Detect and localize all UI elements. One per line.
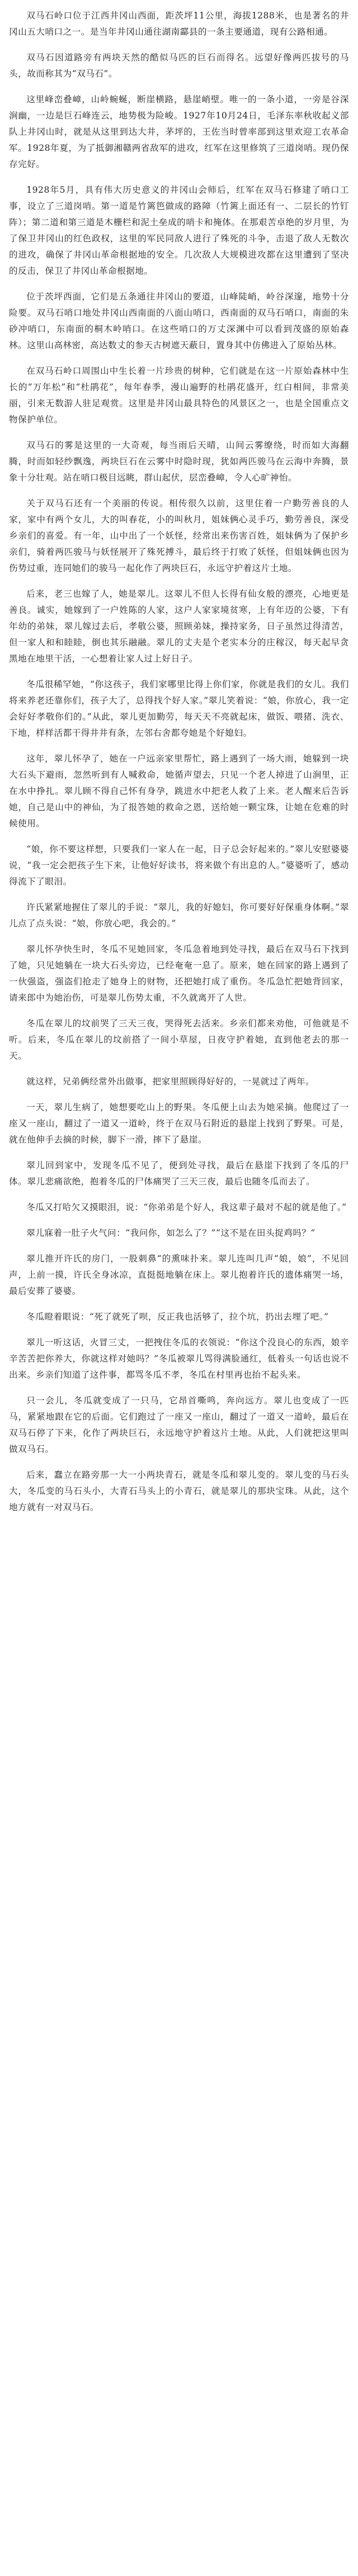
paragraph: 翠儿推开许氏的房门，一股刺鼻“的熏味扑来。翠儿连叫几声“娘，娘”，不见回声，上前一摸，许氏全身冰凉，直挺挺地躺在床上。翠儿抱着许氏的遗体痛哭一场，最后安葬了婆婆。 [9, 1254, 349, 1296]
paragraph: 关于双马石还有一个美丽的传说。相传很久以前，这里住着一户勤劳善良的人家，家中有两个女儿，大的叫春花，小的叫秋月，姐妹俩心灵手巧，勤劳善良，深受乡亲们的喜爱。有一年，山中出了一个妖怪，经常出来伤害百姓，姐妹俩为了保护乡亲们，骑着两匹骏马与妖怪展开了殊死搏斗，最后终于打败了妖怪，但姐妹俩也因为伤势过重，连同她们的骏马一起化作了两块巨石，永远守护着这片土地。 [9, 498, 349, 573]
paragraph: 一天，翠儿生病了，她想要吃山上的野果。冬瓜便上山去为她采摘。他爬过了一座又一座山，翻过了一道又一道岭，终于在双马石附近的悬崖上找到了野果。可是，就在他伸手去摘的时候，脚下一滑，摔下了悬崖。 [9, 1102, 349, 1145]
paragraph: 冬瓜瞪着眼说：“死了就死了呗，反正我也活够了，拉个坑，扔出去埋了吧。” [26, 1312, 329, 1322]
paragraph: 翠儿怀孕快生时，冬瓜不见她回家，冬瓜急着地到处寻找，最后在双马石下找到了她，只见她躺在一块大石头旁边，已经奄奄一息了。原来，她在回家的路上遇到了一伙强盗，强盗们抢走了她身上的财物，还把她打成了重伤。冬瓜急忙把她背回家，请来郎中为她治伤，可是翠儿伤势太重，不久就离开了人世。 [9, 944, 349, 1003]
paragraph: “娘，你不要这样想，只要我们一家人在一起，日子总会好起来的。”翠儿安慰婆婆说，“我一定会把孩子生下来，让他好好读书，将来做个有出息的人。”婆婆听了，感动得流下了眼泪。 [9, 844, 349, 887]
paragraph: 双马石岭口位于江西井冈山西面，距茨坪11公里，海拔1288米，也是著名的井冈山五大哨口之一。是当年井冈山通往湖南酃县的一条主要通道，现有公路相通。 [9, 11, 349, 37]
paragraph: 许氏紧紧地握住了翠儿的手说：“翠儿，我的好媳妇，你可要好好保重身体啊。”翠儿点了点头说：“娘，你放心吧，我会的。” [9, 902, 349, 928]
paragraph: 翠儿回到家中，发现冬瓜不见了，便到处寻找，最后在悬崖下找到了冬瓜的尸体。翠儿悲痛欲绝，抱着冬瓜的尸体痛哭了三天三夜，最后也随冬瓜而去了。 [9, 1160, 349, 1187]
paragraph: 1928年5月，具有伟大历史意义的井冈山会师后，红军在双马石修建了哨口工事，设立了三道岗哨。第一道是竹篱笆做成的路障（竹篱上面还有一、二层长的竹钉阵）；第二道和第三道是木栅栏和泥土垒成的哨卡和掩体。在那艰苦卓绝的岁月里，为了保卫井冈山的红色政权，这里的军民同敌人进行了殊死的斗争，击退了敌人无数次的进攻，确保了井冈山革命根据地的安全。几次敌人大规模进攻都在这里遭到了坚决的反击，保卫了井冈山革命根据地。 [9, 185, 349, 276]
paragraph: 只一会儿，冬瓜就变成了一只马，它昂首嘶鸣，奔向远方。翠儿也变成了一匹马，紧紧地跟在它的后面。它们跑过了一座又一座山，翻过了一道又一道岭，最后在双马石停了下来，化作了两块巨石，永远地守护着这片土地。从此，人们就把这里叫做双马石。 [9, 1396, 349, 1454]
paragraph: 位于茨坪西面，它们是五条通往井冈山的要道，山峰陡峭，岭谷深邃，地势十分险要。双马石哨口地处井冈山西南面的八面山哨口，西南面的双马石哨口，南面的朱砂冲哨口，东南面的桐木岭哨口。在这些哨口的万丈深渊中可以看到茂盛的原始森林。这里山高林密，高达数丈的参天古树遮天蔽日，置身其中仿佛进入了原始丛林。 [9, 292, 349, 350]
paragraph: 冬瓜又打哈欠又摸眼泪，说：“你弟弟是个好人，我这辈子最对不起的就是他了。” [26, 1202, 347, 1212]
paragraph: 双马石的雾是这里的一大奇观，每当雨后天晴，山间云雾缭绕，时而如大海翻腾，时而如轻纱飘逸，两块巨石在云雾中时隐时现，犹如两匹骏马在云海中奔腾，景象十分壮观。站在哨口极目远眺，群山起伏，层峦叠嶂，令人心旷神怡。 [9, 440, 349, 483]
paragraph: 这年，翠儿怀孕了，她在一户远亲家里帮忙，路上遇到了一场大雨，她躲到一块大石头下避雨，忽然听到有人喊救命，她循声望去，只见一个老人掉进了山涧里，正在水中挣扎。翠儿顾不得自己怀有身孕，跳进水中把老人救了上来。老人醒来后告诉她，自己是山中的神仙，为了报答她的救命之恩，送给她一颗宝珠，让她在危难的时候使用。 [9, 754, 349, 828]
paragraph: 冬瓜很稀罕她，“你这孩子，我们家哪里比得上你们家，你就是我们的女儿。我们将来养老还靠你们，孩子大了，总得找个好人家。”翠儿笑着说：“娘，你放心，我一定会好好孝敬你们的。”从此，翠儿更加勤劳，每天天不亮就起床，做饭、喂猪、洗衣、下地，样样活都干得井井有条，左邻右舍都夸她是个好媳妇。 [9, 679, 349, 738]
paragraph: 后来，老三也嫁了人，她是翠儿。这翠儿不但人长得有仙女般的漂亮，心地更是善良。诚实，她嫁到了一户姓陈的人家，这户人家家境贫寒，上有年迈的公婆，下有年幼的弟妹，翠儿嫁过去后，孝敬公婆，照顾弟妹，操持家务，日子虽然过得清苦，但一家人和和睦睦，倒也其乐融融。翠儿的丈夫是个老实本分的庄稼汉，每天起早贪黑地在地里干活，一心想着让家人过上好日子。 [9, 589, 349, 664]
paragraph: 翠儿一听这话，火冒三丈，一把拽住冬瓜的衣领说：“你这个没良心的东西，娘辛辛苦苦把你养大，你就这样对她吗？”冬瓜被翠儿骂得满脸通红，低着头一句话也说不出来。乡亲们知道了这件事，都骂冬瓜不孝，冬瓜在村里再也抬不起头来。 [9, 1337, 349, 1380]
paragraph: 后来，蠢立在路旁那一大一小两块青石，就是冬瓜和翠儿变的。翠儿变的马石头大，冬瓜变的马石头小，大青石马头上的小青石，就是翠儿的那块宝珠。从此，这个地方就有一对双马石。 [9, 1470, 349, 1512]
paragraph: 双马石因道路旁有两块天然的酷似马匹的巨石而得名。远望好像两匹拔号的马头，故而称其为“双马石”。 [9, 53, 349, 79]
paragraph: 冬瓜在翠儿的坟前哭了三天三夜，哭得死去活来。乡亲们都来劝他，可他就是不听。后来，冬瓜在翠儿的坟前搭了一间小草屋，日夜守护着她，直到他老去的那一天。 [9, 1018, 349, 1061]
paragraph: 在双马石岭口周围山中生长着一片珍贵的树种，它们就是在这一片原始森林中生长的“万年松”和“杜鹃花”，每年春季，漫山遍野的杜鹃花盛开，红白相间，非常美丽，引来无数游人驻足观赏。这里是井冈山最具特色的风景区之一，也是全国重点文物保护单位。 [9, 366, 349, 425]
paragraph: 这里峰峦叠嶂，山岭蜿蜒，断崖横路，悬崖峭壁。唯一的一条小道，一旁是谷深涧幽，一边是巨石峰连云，地势极为险峻。1927年10月24日，毛泽东率秋收起义部队上井冈山时，就是从这里到达大井，茅坪的，王佐当时曾率部到这里欢迎工农革命军。1928年夏，为了抵御湘赣两省敌军的进攻，红军在这里修筑了三道岗哨。现仍保存完好。 [9, 94, 349, 169]
paragraph: 就这样，兄弟俩经常外出做事，把家里照顾得好好的，一晃就过了两年。 [26, 1077, 315, 1087]
paragraph: 翠儿寐着一肚子火气问：“我问你，如怎么了？”“这不是在田头捉鸡吗？” [26, 1228, 315, 1238]
